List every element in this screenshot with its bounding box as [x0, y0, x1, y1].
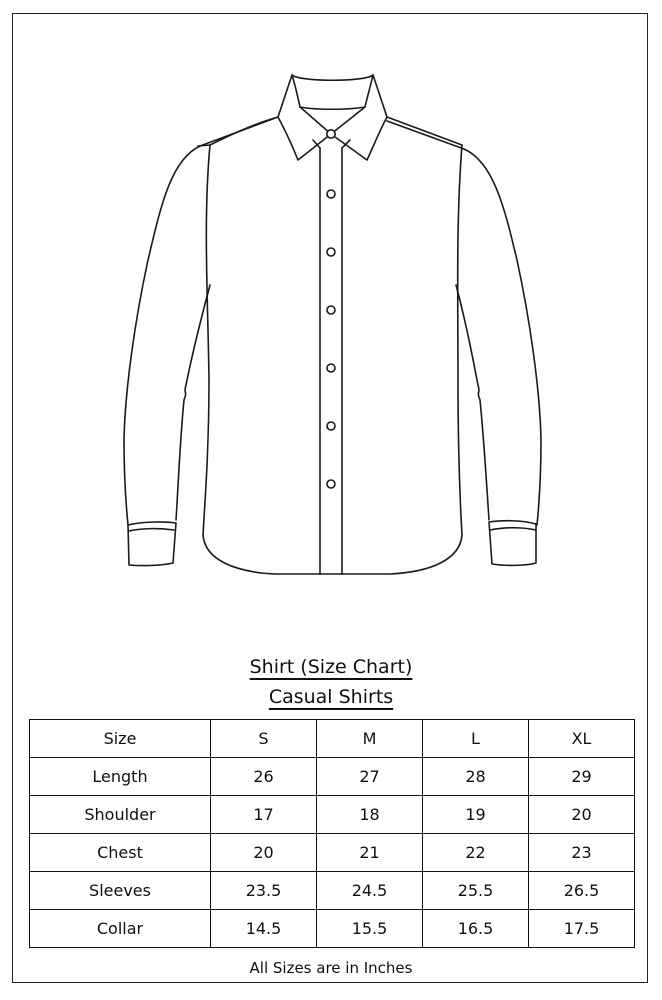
table-cell: 18	[317, 796, 423, 834]
table-cell: 17	[211, 796, 317, 834]
table-row	[30, 758, 635, 796]
table-cell: 14.5	[211, 910, 317, 948]
row-label-shoulder: Shoulder	[30, 796, 211, 834]
table-cell: 23	[529, 834, 635, 872]
table-row	[30, 796, 635, 834]
chart-subtitle	[0, 686, 662, 708]
table-cell: 27	[317, 758, 423, 796]
table-cell: 23.5	[211, 872, 317, 910]
header-xl: XL	[529, 720, 635, 758]
chart-title-text: Shirt (Size Chart)	[249, 656, 413, 678]
table-cell: 25.5	[423, 872, 529, 910]
header-l: L	[423, 720, 529, 758]
placket-button	[327, 422, 335, 430]
collar-button	[327, 130, 335, 138]
table-row	[30, 834, 635, 872]
row-label-collar: Collar	[30, 910, 211, 948]
table-cell: 26	[211, 758, 317, 796]
row-label-chest: Chest	[30, 834, 211, 872]
size-table	[29, 719, 635, 948]
table-cell: 21	[317, 834, 423, 872]
table-header-row	[30, 720, 635, 758]
table-cell: 20	[211, 834, 317, 872]
placket-button	[327, 480, 335, 488]
chart-subtitle-text: Casual Shirts	[268, 686, 394, 708]
header-size: Size	[30, 720, 211, 758]
table-cell: 15.5	[317, 910, 423, 948]
row-label-length: Length	[30, 758, 211, 796]
units-footnote: All Sizes are in Inches	[249, 959, 413, 977]
table-cell: 29	[529, 758, 635, 796]
table-cell: 28	[423, 758, 529, 796]
table-cell: 26.5	[529, 872, 635, 910]
table-cell: 16.5	[423, 910, 529, 948]
table-cell: 24.5	[317, 872, 423, 910]
row-label-sleeves: Sleeves	[30, 872, 211, 910]
placket-button	[327, 248, 335, 256]
table-cell: 17.5	[529, 910, 635, 948]
placket-button	[327, 364, 335, 372]
table-cell: 19	[423, 796, 529, 834]
chart-title	[0, 656, 662, 678]
table-row	[30, 910, 635, 948]
header-s: S	[211, 720, 317, 758]
placket-button	[327, 306, 335, 314]
placket-button	[327, 190, 335, 198]
header-m: M	[317, 720, 423, 758]
table-cell: 20	[529, 796, 635, 834]
table-cell: 22	[423, 834, 529, 872]
table-row	[30, 872, 635, 910]
